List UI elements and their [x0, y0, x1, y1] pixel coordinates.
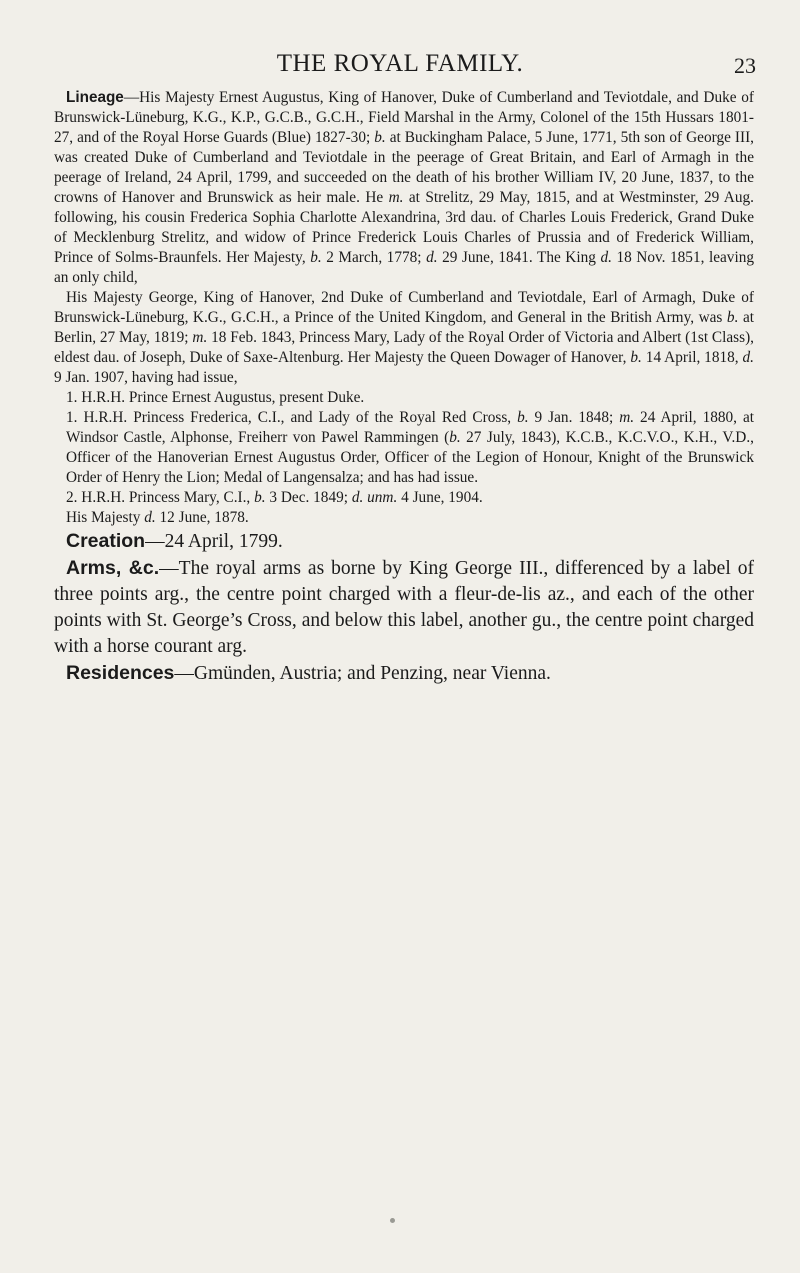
lineage-heading: Lineage	[66, 89, 124, 106]
page-number: 23	[734, 53, 756, 78]
creation-paragraph: Creation—24 April, 1799.	[66, 530, 283, 552]
issue-item-1: 1. H.R.H. Prince Ernest Augustus, present Duke.	[66, 389, 365, 406]
arms-paragraph: Arms, &c.—The royal arms as borne by King George III., differenced by a label of three points arg., the centre point charged with a fleur-de-lis az., and each of the other points with St. George’s Cross, and below this label, another gu., the centre point charged with a horse courant arg.	[54, 557, 754, 657]
residences-heading: Residences	[66, 662, 175, 684]
lineage-paragraph: Lineage—His Majesty Ernest Augustus, King of Hanover, Duke of Cumberland and Teviotdale, and Duke of Brunswick-Lüneburg, K.G., K.P., G.C.B., G.C.H., Field Marshal in the Army, Colonel of the 15th Hussars 1801-27, and of the Royal Horse Guards (Blue) 1827-30; b. at Buckingham Palace, 5 June, 1771, 5th son of George III, was created Duke of Cumberland and Teviotdale in the peerage of Great Britain, and Earl of Armagh in the peerage of Ireland, 24 April, 1799, and succeeded on the death of his brother William IV, 20 June, 1837, to the crowns of Hanover and Brunswick as heir male. He m. at Strelitz, 29 May, 1815, and at Westminster, 29 Aug. following, his cousin Frederica Sophia Charlotte Alexandrina, 3rd dau. of Charles Louis Frederick, Grand Duke of Mecklenburg Strelitz, and widow of Prince Frederick Louis Charles of Prussia and of Frederick William, Prince of Solms-Braunfels. Her Majesty, b. 2 March, 1778; d. 29 June, 1841. The King d. 18 Nov. 1851, leaving an only child,	[54, 89, 754, 286]
king-george-paragraph: His Majesty George, King of Hanover, 2nd Duke of Cumberland and Teviotdale, Earl of Armagh, Duke of Brunswick-Lüneburg, K.G., G.C.H., a Prince of the United Kingdom, and General in the British Army, was b. at Berlin, 27 May, 1819; m. 18 Feb. 1843, Princess Mary, Lady of the Royal Order of Victoria and Albert (1st Class), eldest dau. of Joseph, Duke of Saxe-Altenburg. Her Majesty the Queen Dowager of Hanover, b. 14 April, 1818, d. 9 Jan. 1907, having had issue,	[54, 289, 755, 386]
running-header: THE ROYAL FAMILY.	[276, 50, 524, 77]
arms-heading: Arms, &c.	[66, 557, 160, 579]
page-speck	[390, 1218, 395, 1223]
death-line: His Majesty d. 12 June, 1878.	[66, 509, 249, 526]
issue-item-3: 2. H.R.H. Princess Mary, C.I., b. 3 Dec. 1849; d. unm. 4 June, 1904.	[66, 489, 483, 506]
issue-item-2: 1. H.R.H. Princess Frederica, C.I., and Lady of the Royal Red Cross, b. 9 Jan. 1848; m. 24 April, 1880, at Windsor Castle, Alphonse, Freiherr von Pawel Rammingen (b. 27 July, 1843), K.C.B., K.C.V.O., K.H., V.D., Officer of the Hanoverian Ernest Augustus Order, Officer of the Legion of Honour, Knight of the Brunswick Order of Henry the Lion; Medal of Langensalza; and has had issue.	[66, 409, 755, 486]
creation-heading: Creation	[66, 530, 146, 552]
residences-paragraph: Residences—Gmünden, Austria; and Penzing, near Vienna.	[66, 662, 551, 684]
page-body	[54, 88, 754, 687]
